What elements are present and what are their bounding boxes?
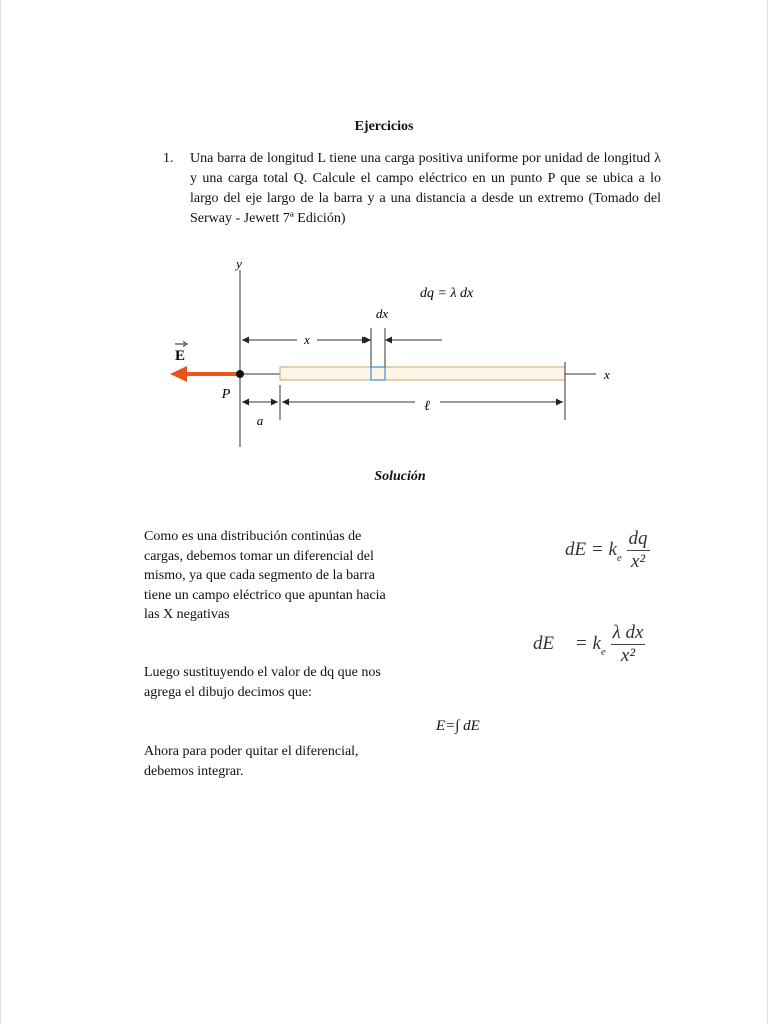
field-arrow-head — [170, 366, 187, 382]
eq2-k-subscript: e — [600, 645, 606, 658]
dq-label: dq = λ dx — [420, 286, 474, 301]
eq2-fraction — [611, 622, 646, 667]
equation-de-lambda — [533, 622, 645, 667]
equation-de-dq — [565, 528, 650, 573]
point-p — [236, 370, 244, 378]
eq2-lhs: dE — [533, 632, 555, 654]
charged-rod — [280, 367, 565, 380]
dx-label: dx — [375, 306, 389, 321]
x-axis-label: x — [604, 367, 610, 382]
eq2-k: k — [592, 632, 601, 654]
eq1-k-subscript: e — [616, 551, 622, 564]
a-label: a — [256, 413, 264, 428]
solution-title: Solución — [374, 469, 426, 484]
y-axis-label: y — [236, 256, 242, 271]
eq1-fraction — [627, 528, 650, 573]
eq2-denominator: x² — [620, 645, 636, 666]
eq2-numerator: λ dx — [612, 622, 644, 643]
point-p-label: P — [221, 387, 231, 402]
exercise-number: 1. — [163, 151, 174, 166]
solution-paragraph-3: Ahora para poder quitar el diferencial, debemos integrar. — [144, 744, 359, 779]
solution-paragraph-2: Luego sustituyendo el valor de dq que nos agrega el dibujo decimos que: — [144, 665, 381, 700]
x-distance-label: x — [304, 332, 310, 347]
eq1-k: k — [608, 538, 617, 560]
charged-rod-figure — [160, 250, 620, 455]
length-label: ℓ — [424, 399, 430, 414]
page-title: Ejercicios — [354, 119, 414, 134]
equation-integral: E=∫ dE — [436, 718, 480, 734]
field-label: E — [174, 348, 186, 364]
eq1-numerator: dq — [628, 528, 648, 549]
solution-paragraph-1: Como es una distribución continúas de cargas, debemos tomar un diferencial del mismo, ya que cada segmento de la barra tiene un campo eléctrico que apuntan hacia las X negativas — [144, 529, 386, 622]
page-left-edge — [0, 0, 1, 1024]
exercise-1 — [163, 149, 661, 229]
eq1-lhs: dE = — [565, 538, 604, 560]
exercise-statement: Una barra de longitud L tiene una carga positiva uniforme por unidad de longitud λ y una carga total Q. Calcule el campo eléctrico en un punto P que se ubica a lo largo del eje largo de la barra y a una distancia a desde un extremo (Tomado del Serway - Jewett 7ª Edición) — [190, 151, 661, 226]
eq2-equals: = — [574, 632, 588, 654]
eq1-denominator: x² — [630, 551, 646, 572]
